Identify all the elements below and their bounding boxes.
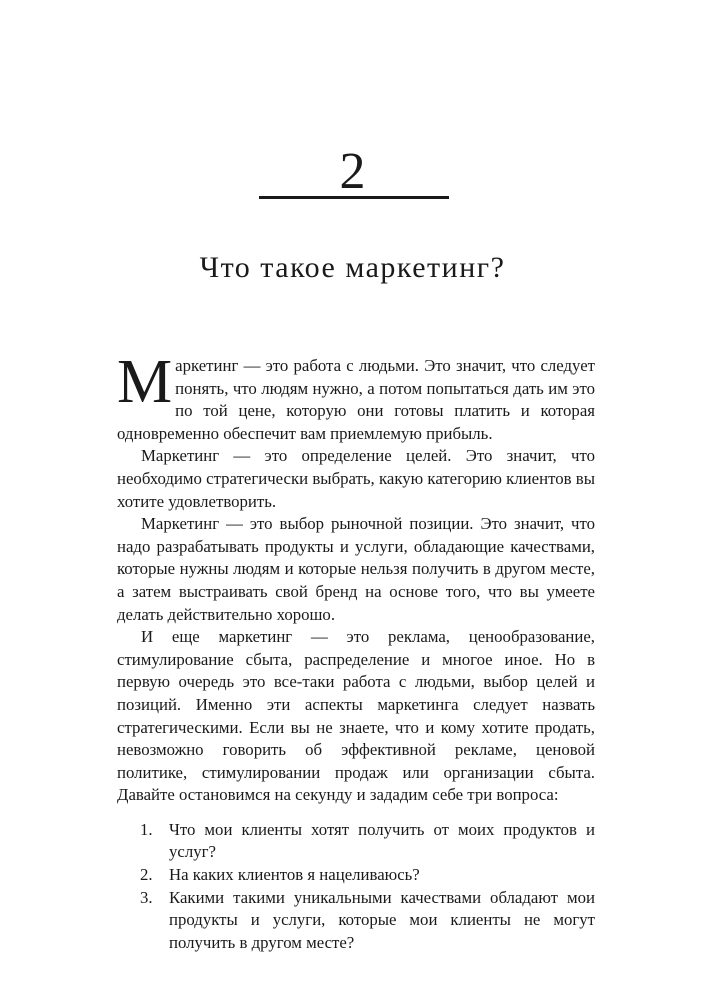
chapter-divider-rule — [259, 196, 449, 199]
list-item-number: 2. — [140, 865, 153, 885]
list-item-number: 3. — [140, 887, 153, 907]
paragraph-2: Маркетинг — это определение целей. Это значит, что необходимо стратегически выбрать, какую категорию клиентов вы хотите удовлетворить. — [117, 446, 595, 511]
list-item-text: Какими такими уникальными качествами обладают мои продукты и услуги, которые мои клиенты не могут получить в другом месте? — [169, 887, 595, 952]
paragraph-1 — [117, 348, 595, 445]
paragraph-4: И еще маркетинг — это реклама, ценообразование, стимулирование сбыта, распределение и многое иное. Но в первую очередь это все-таки работа с людьми, выбор целей и позиций. Именно эти аспекты маркетинга следует назвать стратегическими. Если вы не знаете, что и кому хотите продать, невозможно говорить об эффективной рекламе, ценовой политике, стимулировании продаж или организации сбыта. Давайте остановимся на секунду и зададим себе три вопроса: — [117, 627, 595, 805]
list-item — [117, 864, 595, 887]
paragraph-3: Маркетинг — это выбор рыночной позиции. Это значит, что надо разрабатывать продукты и услуги, обладающие качествами, которые нужны людям и которые нельзя получить в другом месте, а затем выстраивать свой бренд на основе того, что вы умеете делать действительно хорошо. — [117, 514, 595, 624]
chapter-number: 2 — [339, 143, 366, 200]
drop-cap: М — [117, 348, 173, 416]
list-item — [117, 819, 595, 864]
chapter-title: Что такое маркетинг? — [199, 251, 506, 284]
list-item-number: 1. — [140, 819, 153, 839]
list-item-text: На каких клиентов я нацеливаюсь? — [169, 865, 420, 885]
list-item-text: Что мои клиенты хотят получить от моих продуктов и услуг? — [169, 819, 595, 862]
chapter-body — [117, 348, 595, 954]
list-item — [117, 887, 595, 955]
questions-list — [117, 819, 595, 955]
paragraph-text: аркетинг — это работа с людьми. Это значит, что следует понять, что людям нужно, а потом попытаться дать им это по той цене, которую они готовы платить и которая одновременно обеспечит вам приемлемую прибыль. — [117, 356, 595, 443]
